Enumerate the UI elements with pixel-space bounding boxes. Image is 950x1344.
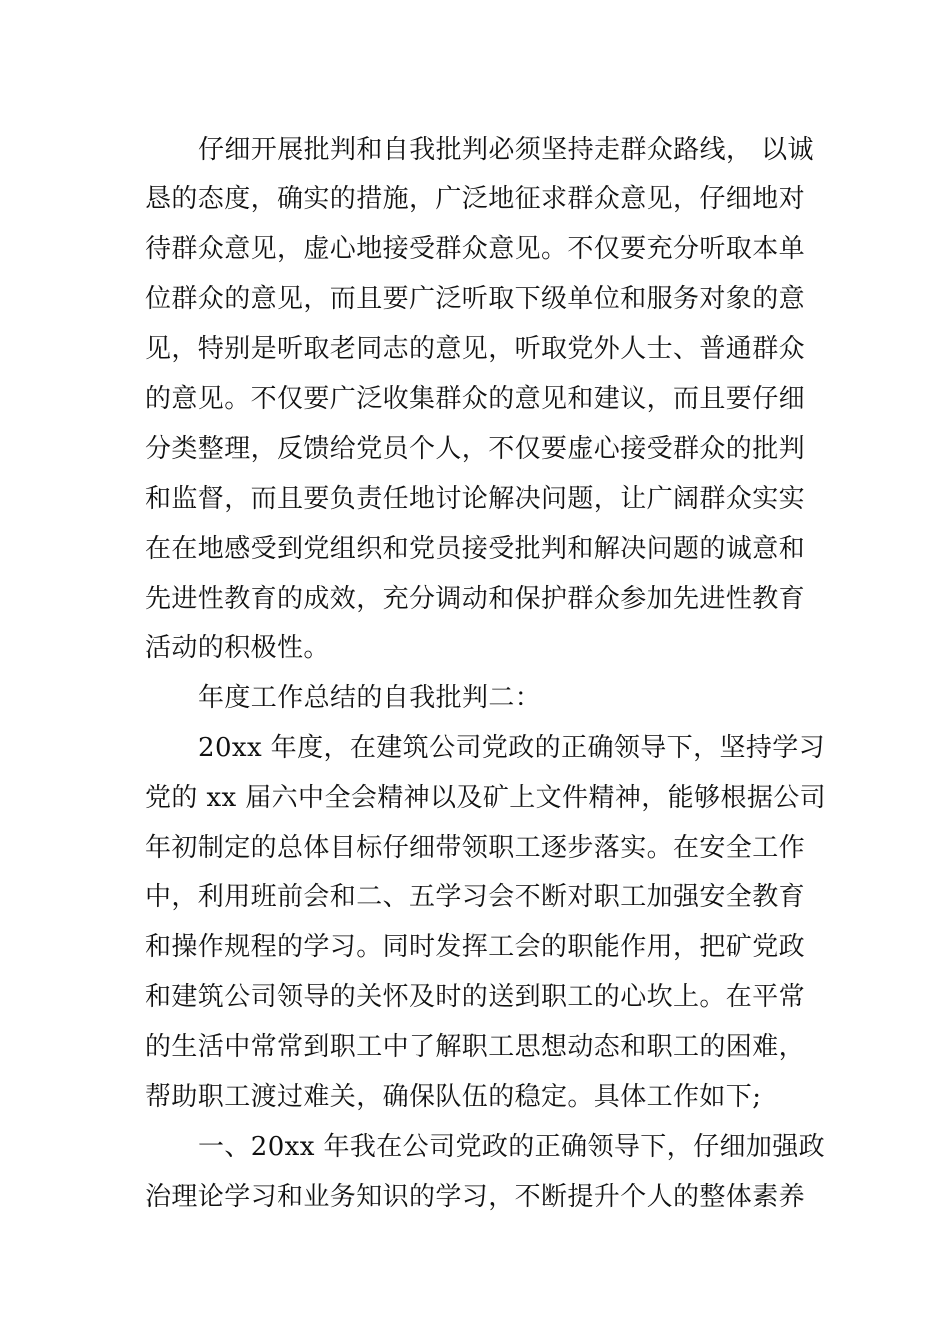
paragraph-line: 见，特别是听取老同志的意见，听取党外人士、普通群众 xyxy=(145,334,806,364)
section-heading: 年度工作总结的自我批判二： xyxy=(198,683,542,713)
paragraph-line: 的生活中常常到职工中了解职工思想动态和职工的困难， xyxy=(145,1032,806,1062)
paragraph-line: 待群众意见，虚心地接受群众意见。不仅要充分听取本单 xyxy=(145,234,806,264)
paragraph-line: 在在地感受到党组织和党员接受批判和解决问题的诚意和 xyxy=(145,534,806,564)
paragraph-line: 20xx 年度，在建筑公司党政的正确领导下，坚持学习 xyxy=(198,733,826,763)
paragraph-line: 的意见。不仅要广泛收集群众的意见和建议，而且要仔细 xyxy=(145,384,806,414)
paragraph-line: 位群众的意见，而且要广泛听取下级单位和服务对象的意 xyxy=(145,284,806,314)
paragraph-line: 先进性教育的成效，充分调动和保护群众参加先进性教育 xyxy=(145,584,806,614)
paragraph-line: 和建筑公司领导的关怀及时的送到职工的心坎上。在平常 xyxy=(145,982,806,1012)
paragraph-line: 和操作规程的学习。同时发挥工会的职能作用，把矿党政 xyxy=(145,932,806,962)
paragraph-line: 帮助职工渡过难关，确保队伍的稳定。具体工作如下; xyxy=(145,1082,762,1112)
paragraph-line: 中，利用班前会和二、五学习会不断对职工加强安全教育 xyxy=(145,882,806,912)
paragraph-line: 年初制定的总体目标仔细带领职工逐步落实。在安全工作 xyxy=(145,833,806,863)
paragraph-line: 治理论学习和业务知识的学习，不断提升个人的整体素养 xyxy=(145,1182,806,1212)
paragraph-line: 一、20xx 年我在公司党政的正确领导下，仔细加强政 xyxy=(198,1132,826,1162)
paragraph-line: 仔细开展批判和自我批判必须坚持走群众路线， 以诚 xyxy=(198,135,814,165)
paragraph-line: 活动的积极性。 xyxy=(145,633,330,663)
paragraph-line: 恳的态度，确实的措施，广泛地征求群众意见，仔细地对 xyxy=(145,184,806,214)
paragraph-line: 分类整理，反馈给党员个人，不仅要虚心接受群众的批判 xyxy=(145,434,806,464)
paragraph-line: 和监督，而且要负责任地讨论解决问题，让广阔群众实实 xyxy=(145,484,806,514)
paragraph-line: 党的 xx 届六中全会精神以及矿上文件精神，能够根据公司 xyxy=(145,783,827,813)
